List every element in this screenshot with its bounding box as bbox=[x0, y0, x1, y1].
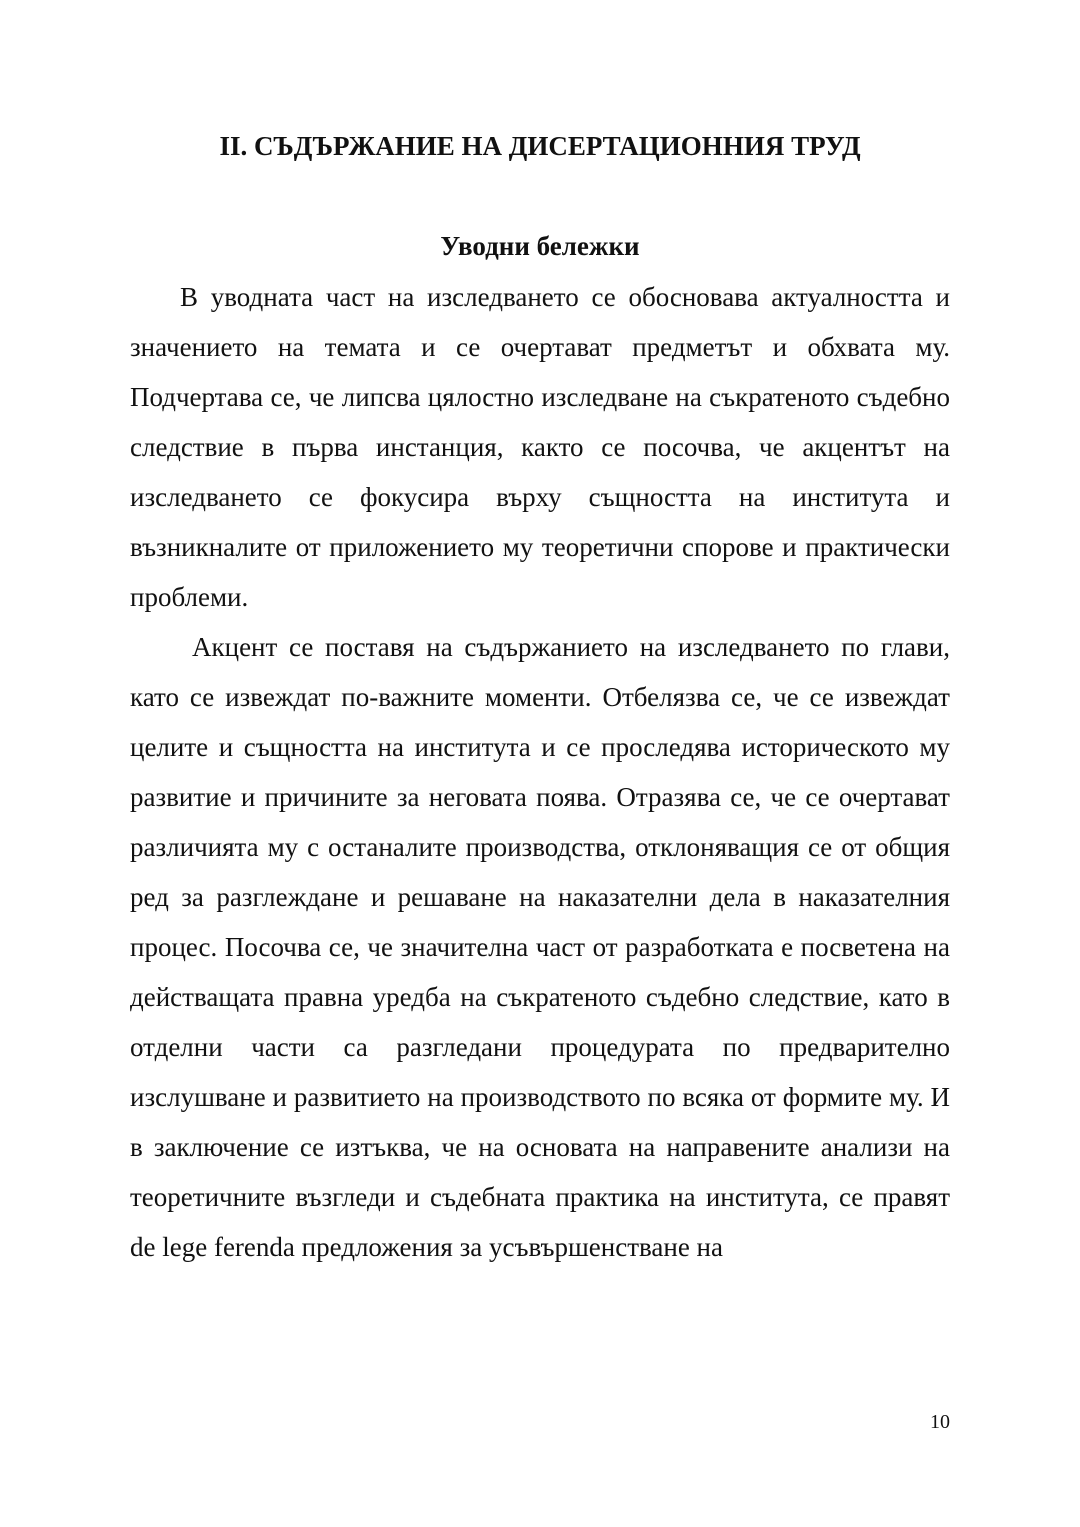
section-heading: Уводни бележки bbox=[440, 231, 640, 261]
paragraph-introduction: В уводната част на изследването се обосновава актуалността и значението на темата и се очертават предметът и обхвата му. Подчертава се, че липсва цялостно изследване на съкратеното съдебно следствие в първа инстанция, както се посочва, че акцентът на изследването се фокусира върху същността на института и възникналите от приложението му теоретични спорове и практически проблеми. bbox=[130, 282, 950, 612]
body-text bbox=[130, 272, 950, 1272]
paragraph-content-overview: Акцент се поставя на съдържанието на изследването по глави, като се извеждат по-важните моменти. Отбелязва се, че се извеждат целите и същността на института и се проследява историческото му развитие и причините за неговата поява. Отразява се, че се очертават различията му с останалите производства, отклоняващия се от общия ред за разглеждане и решаване на наказателни дела в наказателния процес. Посочва се, че значителна част от разработката е посветена на действащата правна уредба на съкратеното съдебно следствие, като в отделни части са разгледани процедурата по предварително изслушване и развитието на производството по всяка от формите му. И в заключение се изтъква, че на основата на направените анализи на теоретичните възгледи и съдебната практика на института, се правят de lege ferenda предложения за усъвършенстване на bbox=[130, 632, 950, 1262]
page-number: 10 bbox=[930, 1411, 950, 1433]
chapter-title: II. СЪДЪРЖАНИЕ НА ДИСЕРТАЦИОННИЯ ТРУД bbox=[219, 131, 861, 161]
